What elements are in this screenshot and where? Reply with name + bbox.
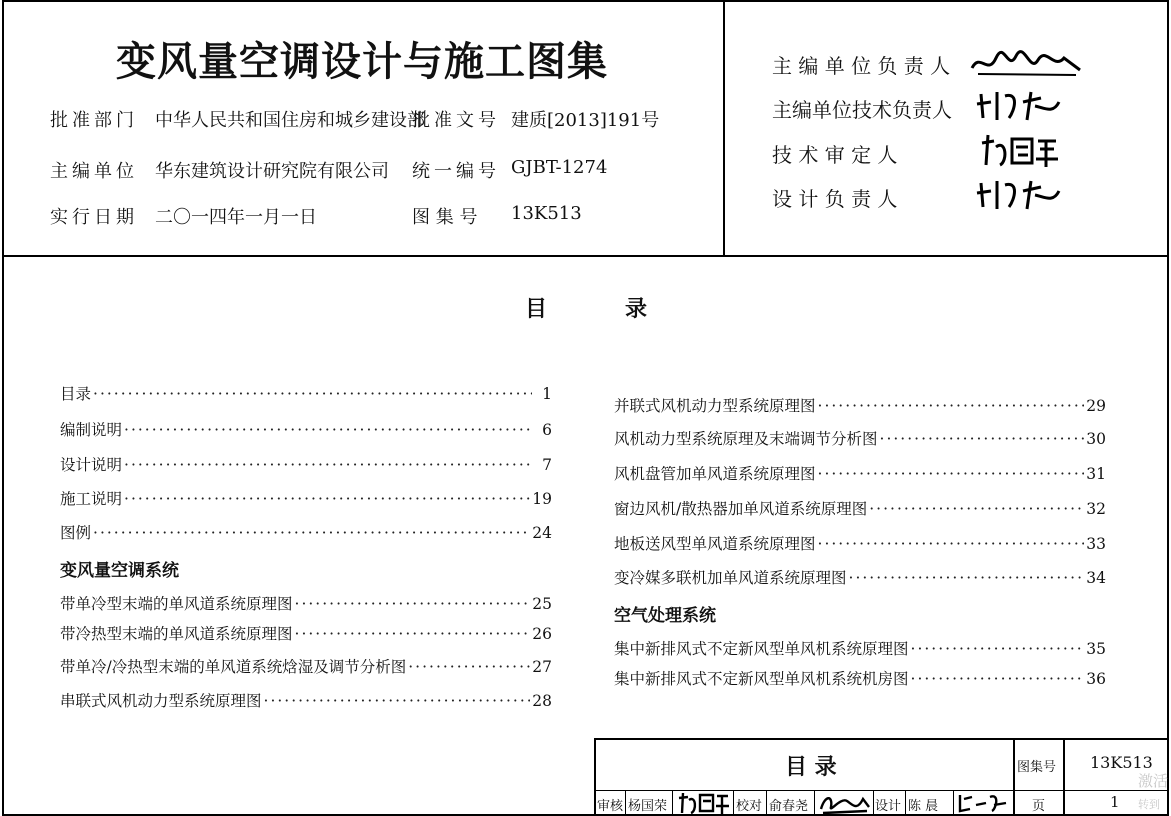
tb-page-value: 1 [1110, 793, 1120, 811]
tb-cell-line [733, 790, 734, 816]
tb-cell-line [953, 790, 954, 816]
toc-heading-right: 录 [625, 296, 648, 322]
toc-item-title: 带冷热型末端的单风道系统原理图 [60, 625, 293, 643]
toc-item-page: 30 [1086, 430, 1106, 448]
meta-value-effective-date: 二〇一四年一月一日 [155, 207, 317, 228]
toc-leader-dots [911, 670, 1085, 688]
signature-design-lead [975, 177, 1065, 211]
toc-item-page: 28 [532, 692, 552, 710]
signature-tech-lead [975, 88, 1065, 122]
tb-left-line [594, 738, 596, 816]
toc-item-page: 25 [532, 595, 552, 613]
resp-label-reviewer: 技 术 审 定 人 [772, 143, 898, 167]
toc-section-vav-system: 变风量空调系统 [60, 561, 179, 581]
toc-item-33[interactable] [614, 532, 1106, 554]
toc-leader-dots [849, 569, 1085, 587]
toc-item-title: 风机盘管加单风道系统原理图 [614, 465, 816, 483]
toc-item-29[interactable] [614, 394, 1106, 416]
toc-item-32[interactable] [614, 497, 1106, 519]
toc-item-page: 33 [1086, 535, 1106, 553]
toc-leader-dots [264, 692, 531, 710]
tb-atlas-value: 13K513 [1090, 753, 1153, 772]
frame-top [2, 0, 1169, 2]
toc-item-36[interactable] [614, 667, 1106, 689]
toc-item-page: 1 [542, 385, 552, 403]
toc-item-3[interactable] [60, 453, 552, 475]
toc-item-35[interactable] [614, 637, 1106, 659]
meta-value-approval-no: 建质[2013]191号 [511, 110, 660, 131]
meta-label-approval-no: 批准文号 [412, 110, 500, 131]
toc-leader-dots [93, 524, 530, 542]
toc-item-title: 变冷媒多联机加单风道系统原理图 [614, 569, 847, 587]
toc-leader-dots [869, 500, 1084, 518]
tb-cell-line [873, 790, 874, 816]
toc-item-page: 19 [532, 490, 552, 508]
toc-item-28[interactable] [60, 689, 552, 711]
toc-item-page: 34 [1086, 569, 1106, 587]
toc-item-2[interactable] [60, 418, 552, 440]
tb-cell-line [905, 790, 906, 816]
toc-item-title: 编制说明 [60, 421, 123, 439]
toc-item-page: 26 [532, 625, 552, 643]
toc-section-air-handling: 空气处理系统 [614, 606, 716, 626]
toc-item-title: 并联式风机动力型系统原理图 [614, 397, 816, 415]
toc-item-title: 图例 [60, 524, 92, 542]
toc-item-title: 施工说明 [60, 490, 123, 508]
meta-label-atlas-no: 图 集 号 [412, 207, 478, 228]
toc-leader-dots [124, 490, 530, 508]
meta-value-approval-dept: 中华人民共和国住房和城乡建设部 [155, 110, 425, 131]
toc-item-25[interactable] [60, 592, 552, 614]
tb-atlas-label: 图集号 [1017, 760, 1057, 775]
toc-leader-dots [818, 535, 1085, 553]
tb-review-name: 杨国荣 [628, 799, 668, 814]
toc-leader-dots [911, 640, 1085, 658]
toc-leader-dots [295, 595, 531, 613]
toc-item-page: 32 [1086, 500, 1106, 518]
tb-top-line [594, 738, 1169, 740]
tb-check-label: 校对 [736, 799, 763, 814]
meta-value-unified-no: GJBT-1274 [511, 157, 608, 178]
tb-page-label: 页 [1032, 799, 1046, 814]
toc-item-title: 地板送风型单风道系统原理图 [614, 535, 816, 553]
tb-col-line-2 [1063, 738, 1065, 816]
tb-cell-line [814, 790, 815, 816]
toc-item-title: 带单冷型末端的单风道系统原理图 [60, 595, 293, 613]
meta-label-unified-no: 统一编号 [412, 161, 500, 182]
resp-label-design-lead: 设 计 负 责 人 [772, 187, 898, 211]
toc-leader-dots [408, 658, 530, 676]
toc-leader-dots [93, 385, 532, 403]
tb-design-name: 陈 晨 [908, 799, 939, 814]
toc-item-title: 设计说明 [60, 456, 123, 474]
watermark-line2: 转到 [1138, 798, 1160, 811]
toc-item-4[interactable] [60, 487, 552, 509]
meta-label-editor: 主编单位 [50, 161, 138, 182]
toc-item-title: 带单冷/冷热型末端的单风道系统焓湿及调节分析图 [60, 658, 407, 676]
page-title: 变风量空调设计与施工图集 [116, 39, 608, 85]
tb-cell-line [625, 790, 626, 816]
toc-item-page: 35 [1086, 640, 1106, 658]
toc-item-5[interactable] [60, 521, 552, 543]
tb-design-label: 设计 [875, 799, 902, 814]
toc-leader-dots [818, 465, 1085, 483]
toc-item-title: 集中新排风式不定新风型单风机系统原理图 [614, 640, 909, 658]
toc-item-26[interactable] [60, 622, 552, 644]
toc-leader-dots [818, 397, 1085, 415]
toc-leader-dots [124, 456, 532, 474]
watermark-line1: 激活 [1138, 772, 1169, 790]
signature-design [956, 791, 1010, 815]
toc-item-page: 7 [542, 456, 552, 474]
toc-item-page: 36 [1086, 670, 1106, 688]
toc-heading-left: 目 [525, 296, 548, 322]
toc-item-1[interactable] [60, 382, 552, 404]
signature-check [817, 791, 871, 815]
toc-leader-dots [880, 430, 1085, 448]
signature-chief-unit [968, 46, 1083, 80]
toc-item-27[interactable] [60, 655, 552, 677]
tb-col-line-1 [1013, 738, 1015, 816]
resp-label-tech-lead: 主编单位技术负责人 [772, 98, 952, 122]
toc-item-title: 串联式风机动力型系统原理图 [60, 692, 262, 710]
toc-item-title: 窗边风机/散热器加单风道系统原理图 [614, 500, 868, 518]
signature-review [676, 791, 730, 815]
tb-cell-line [672, 790, 673, 816]
toc-item-34[interactable] [614, 566, 1106, 588]
tb-check-name: 俞春尧 [769, 799, 809, 814]
toc-item-page: 31 [1086, 465, 1106, 483]
frame-right [1167, 0, 1169, 816]
toc-leader-dots [124, 421, 532, 439]
toc-item-page: 24 [532, 524, 552, 542]
signature-reviewer [978, 133, 1062, 169]
toc-item-page: 27 [532, 658, 552, 676]
frame-left [2, 0, 4, 816]
meta-label-approval-dept: 批准部门 [50, 110, 138, 131]
tb-cell-line [766, 790, 767, 816]
meta-value-editor: 华东建筑设计研究院有限公司 [155, 161, 389, 182]
meta-label-effective-date: 实行日期 [50, 207, 138, 228]
toc-leader-dots [295, 625, 531, 643]
toc-item-page: 29 [1086, 397, 1106, 415]
toc-item-page: 6 [542, 421, 552, 439]
resp-label-chief-unit: 主 编 单 位 负 责 人 [772, 54, 951, 78]
tb-drawing-title: 目 录 [785, 754, 837, 780]
toc-item-title: 集中新排风式不定新风型单风机系统机房图 [614, 670, 909, 688]
toc-item-30[interactable] [614, 427, 1106, 449]
meta-value-atlas-no: 13K513 [511, 203, 582, 224]
tb-review-label: 审核 [597, 799, 624, 814]
toc-item-title: 风机动力型系统原理及末端调节分析图 [614, 430, 878, 448]
header-divider [2, 255, 1169, 257]
toc-item-title: 目录 [60, 385, 92, 403]
toc-item-31[interactable] [614, 462, 1106, 484]
